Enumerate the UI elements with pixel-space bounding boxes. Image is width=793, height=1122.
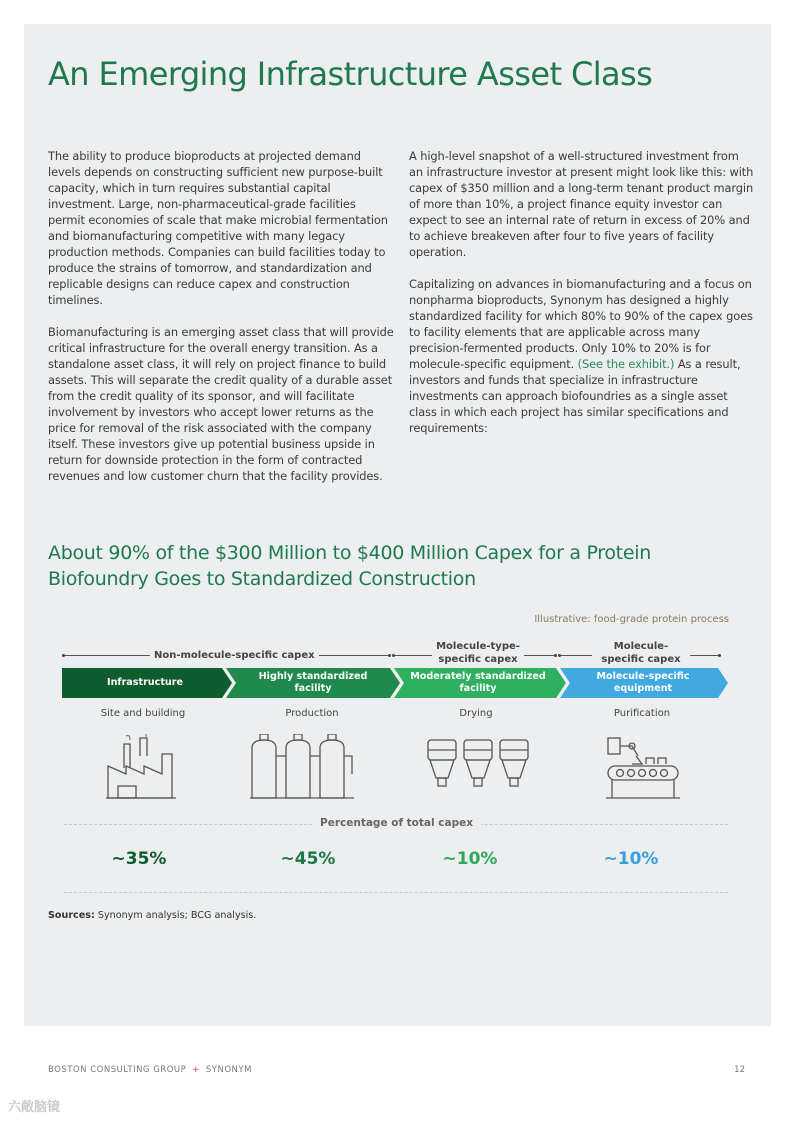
- footer-separator: +: [192, 1065, 200, 1075]
- sources-text: Synonym analysis; BCG analysis.: [94, 910, 257, 921]
- sources-label: Sources:: [48, 910, 95, 921]
- bracket-dot: [718, 654, 721, 657]
- watermark: 六敞脑镜: [8, 1100, 61, 1115]
- percentage-header-text: Percentage of total capex: [312, 817, 481, 829]
- tanks-icon: [250, 734, 354, 802]
- conveyor-icon: [606, 736, 680, 802]
- footer-synonym: SYNONYM: [205, 1065, 252, 1075]
- divider-bottom: [64, 892, 728, 893]
- stage-label-site: Site and building: [100, 708, 186, 719]
- right-column: [409, 148, 755, 452]
- pct-drying: ~10%: [442, 849, 498, 869]
- left-paragraph-2: Biomanufacturing is an emerging asset class that will provide critical infrastructure for the overall energy transition. As a standalone asset class, it will rely on project finance to build assets. This will separate the credit quality of a durable asset from the credit quality of its sponsor, and will facilitate involvement by investors who accept lower returns as the price for removal of the risk associated with the company itself. These investors give up potential business upside in return for downside protection in the form of contracted revenues and low customer churn that the facility provides.: [48, 325, 394, 483]
- right-paragraph-2-text-a: Capitalizing on advances in biomanufacturing and a focus on nonpharma bioproducts, Synonym has designed a highly standardized facility for which 80% to 90% of the capex goes to facility elements that are applicable across many precision-fermented products. Only 10% to 20% is for molecule-specific equipment.: [409, 277, 753, 371]
- stage-label-drying: Drying: [459, 708, 493, 719]
- pct-infrastructure: ~35%: [111, 849, 167, 869]
- footer-bcg: BOSTON CONSULTING GROUP: [48, 1065, 187, 1075]
- sources: [48, 910, 256, 921]
- percentage-header: [0, 817, 793, 829]
- group-label-molecule-specific: Molecule-specific capex: [592, 640, 690, 666]
- page-title: An Emerging Infrastructure Asset Class: [48, 55, 653, 93]
- bracket-dot: [554, 654, 557, 657]
- footer-brand: [48, 1065, 252, 1075]
- left-paragraph-1: The ability to produce bioproducts at projected demand levels depends on constructing sufficient new purpose-built capacity, which in turn requires substantial capital investment. Large, non-pharmaceutical-grade facilities permit economies of scale that make microbial fermentation and biomanufacturing competitive with many legacy production methods. Companies can build facilities today to produce the strains of tomorrow, and standardization and replicable designs can reduce capex and construction timelines.: [48, 149, 388, 307]
- bracket-dot: [388, 654, 391, 657]
- illustrative-note: Illustrative: food-grade protein process: [534, 614, 729, 625]
- left-column: [48, 148, 394, 500]
- see-exhibit-link[interactable]: (See the exhibit.): [577, 357, 675, 371]
- page-number: 12: [734, 1065, 745, 1075]
- chevron-label-molecule-specific: Molecule-specific equipment: [596, 671, 690, 694]
- factory-icon: [106, 734, 176, 802]
- right-paragraph-1: A high-level snapshot of a well-structured investment from an infrastructure investor at present might look like this: with capex of $350 million and a long-term tenant product margin of more than 10%, a project finance equity investor can expect to see an internal rate of return in excess of 20% and to achieve breakeven after four to five years of facility operation.: [409, 149, 754, 259]
- group-label-molecule-type: Molecule-type-specific capex: [432, 640, 524, 666]
- chevron-label-infrastructure: Infrastructure: [107, 677, 183, 688]
- pct-production: ~45%: [280, 849, 336, 869]
- right-paragraph-2-text-b: As a result, investors and funds that specialize in infrastructure investments can approach biofoundries as a single asset class in which each project has similar specifications and requirements:: [409, 357, 741, 435]
- pct-purification: ~10%: [603, 849, 659, 869]
- dryers-icon: [426, 738, 530, 798]
- group-label-non-molecule: Non-molecule-specific capex: [150, 649, 319, 662]
- stage-label-purification: Purification: [613, 708, 671, 719]
- exhibit-title: About 90% of the $300 Million to $400 Million Capex for a Protein Biofoundry Goes to Standardized Construction: [48, 542, 651, 590]
- stage-label-production: Production: [285, 708, 339, 719]
- chevron-label-moderately-standardized: Moderately standardized facility: [410, 671, 546, 694]
- chevron-label-highly-standardized: Highly standardized facility: [258, 671, 368, 694]
- right-paragraph-2: [409, 276, 755, 436]
